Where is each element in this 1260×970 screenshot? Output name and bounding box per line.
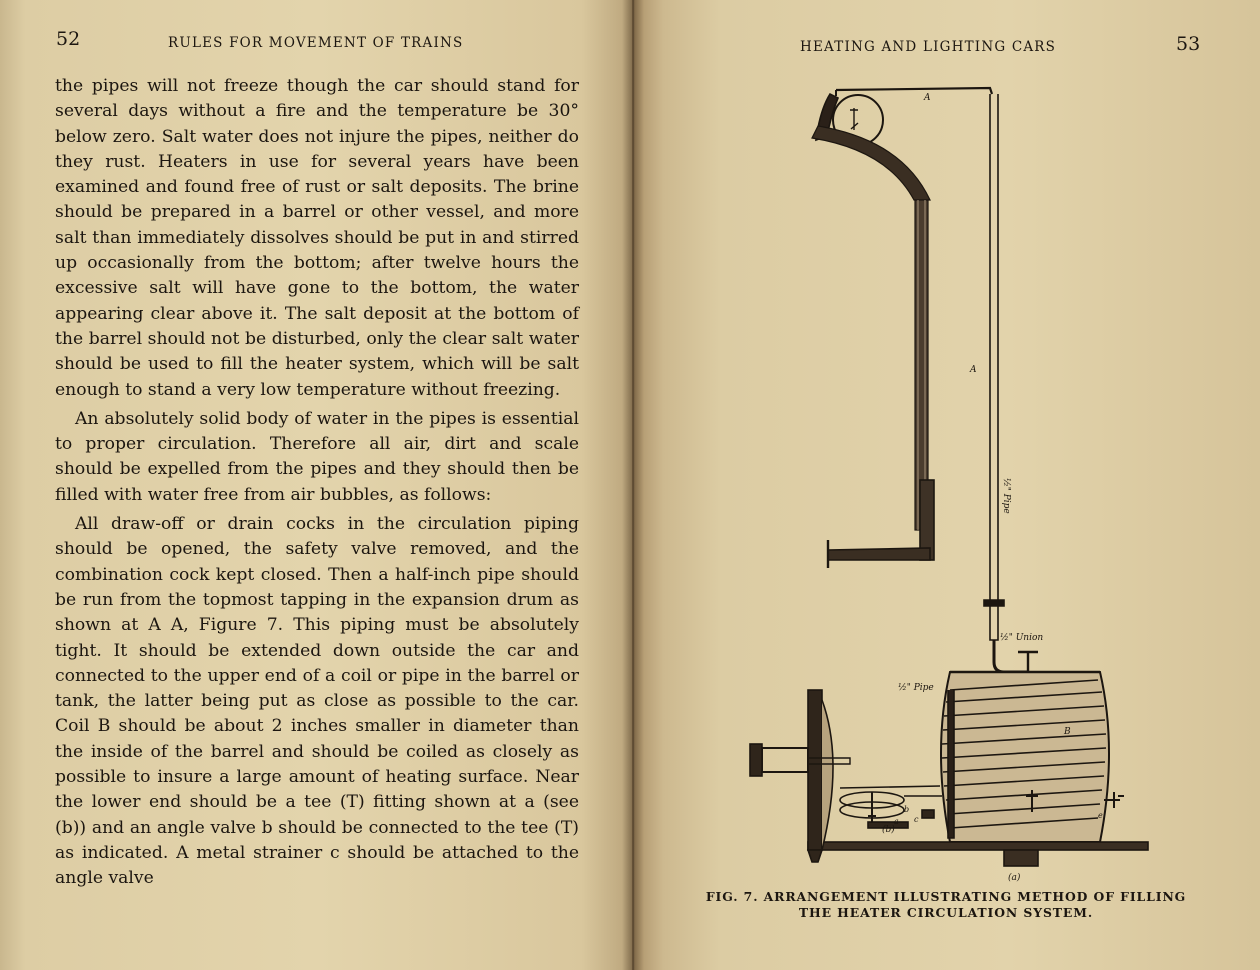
left-running-head: RULES FOR MOVEMENT OF TRAINS <box>168 35 464 51</box>
paragraph-3: All draw-off or drain cocks in the circulation piping should be opened, the safety valve removed, and the combination cock kept closed. Then a half-inch pipe should be run from the topmost tapping in the expansion drum as shown at A A, Figure 7. This piping must be absolutely tight. It should be extended down outside the car and connected to the upper end of a coil or pipe in the barrel or tank, the latter being put as close as possible to the car. Coil B should be about 2 inches smaller in diameter than the inside of the barrel and should be coiled as closely as possible to insure a large amount of heating surface. Near the lower end should be a tee (T) fitting shown at a (see (b)) and an angle valve b should be connected to the tee (T) as indicated. A metal strainer c should be attached to the angle valve <box>55 514 579 889</box>
right-page-number: 53 <box>1176 33 1201 55</box>
vertical-half-pipe <box>990 94 998 640</box>
left-body-text <box>55 74 579 892</box>
paragraph-1: the pipes will not freeze though the car should stand for several days without a fire and the temperature be 30° below zero. Salt water does not injure the pipes, neither do they rust. Heaters in use for several years have been examined and found free of rust or salt deposits. The brine should be prepared in a barrel or other vessel, and more salt than immediately dissolves should be put in and stirred up occasionally from the bottom; after twelve hours the excessive salt will have gone to the bottom, the water appearing clear above it. The salt deposit at the bottom of the barrel should not be disturbed, only the clear salt water should be used to fill the heater system, which will be salt enough to stand a very low temperature without freezing. <box>55 76 579 400</box>
label-small-e: e <box>1098 811 1103 820</box>
right-page <box>632 0 1260 970</box>
label-sub-a: (a) <box>1008 873 1021 883</box>
figure-caption <box>672 889 1220 921</box>
label-small-b: b <box>904 805 910 814</box>
label-lower-pipe: ½" Pipe <box>898 683 934 693</box>
figure-7-illustration <box>632 0 1260 890</box>
label-sub-b: (b) <box>882 825 895 835</box>
caption-line-1: FIG. 7. ARRANGEMENT ILLUSTRATING METHOD OF FILLING <box>705 889 1187 904</box>
label-a-top: A <box>924 93 931 103</box>
book-gutter <box>622 0 644 970</box>
left-page-number: 52 <box>56 28 81 50</box>
label-union: ½" Union <box>1000 633 1044 643</box>
label-a-side: A <box>970 365 977 375</box>
label-half-pipe: ½" Pipe <box>1001 478 1011 514</box>
right-running-head: HEATING AND LIGHTING CARS <box>800 39 1057 55</box>
caption-line-2: THE HEATER CIRCULATION SYSTEM. <box>798 905 1094 920</box>
label-b: B <box>1064 727 1071 737</box>
paragraph-2: An absolutely solid body of water in the pipes is essential to proper circulation. Therefore all air, dirt and scale should be expelled from the pipes and they should then be filled with water free from air bubbles, as follows: <box>55 408 579 505</box>
top-pipe-a <box>836 88 992 94</box>
label-small-c: c <box>914 815 919 824</box>
label-small-a: a <box>894 817 899 826</box>
